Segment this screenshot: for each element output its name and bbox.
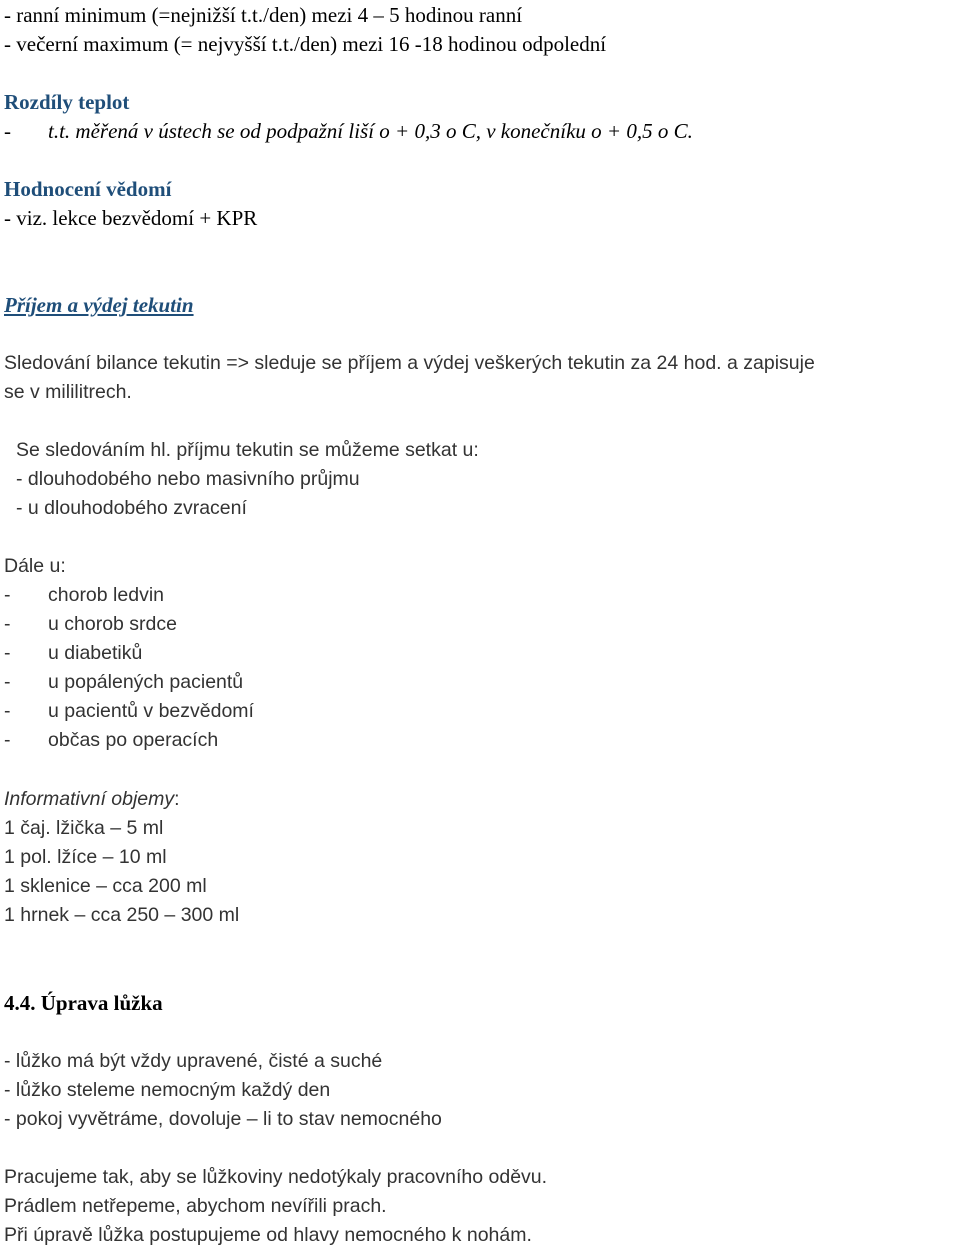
section-heading-rozdily: Rozdíly teplot [4,90,130,114]
objemy-label-colon: : [174,788,180,810]
dale-label: Dále u: [4,555,66,577]
section-heading-vedomi: Hodnocení vědomí [4,177,172,201]
dash: - [4,119,11,143]
section-heading-tekutiny: Příjem a výdej tekutin [4,293,194,317]
objemy-label-text: Informativní objemy [4,788,175,810]
rozdily-item-text: t.t. měřená v ústech se od podpažní liší o + 0,3 o C, v konečníku o + 0,5 o C. [48,119,693,143]
tekutiny-paragraph-line-2: se v mililitrech. [4,381,132,403]
tekutiny-paragraph-line-1: Sledování bilance tekutin => sleduje se příjem a výdej veškerých tekutin za 24 hod. a zapisuje [4,352,815,374]
tekutiny-sub-item-2: - u dlouhodobého zvracení [16,497,247,519]
section-heading-uprava: 4.4. Úprava lůžka [4,991,163,1015]
list-item-text: chorob ledvin [48,584,164,606]
objemy-item-2: 1 pol. lžíce – 10 ml [4,846,167,868]
objemy-item-3: 1 sklenice – cca 200 ml [4,875,207,897]
tekutiny-sub-intro: Se sledováním hl. příjmu tekutin se můžeme setkat u: [16,439,479,461]
uprava-item-2: - lůžko steleme nemocným každý den [4,1079,331,1101]
list-item: - u pacientů v bezvědomí [4,700,254,722]
uprava-closing-3: Při úpravě lůžka postupujeme od hlavy nemocného k nohám. [4,1224,532,1246]
tekutiny-sub-item-1: - dlouhodobého nebo masivního průjmu [16,468,360,490]
list-item-text: u pacientů v bezvědomí [48,700,254,722]
list-item: - chorob ledvin [4,584,164,606]
objemy-label [4,786,180,812]
intro-line-2: - večerní maximum (= nejvyšší t.t./den) mezi 16 -18 hodinou odpolední [4,32,607,56]
list-item: - u diabetiků [4,642,143,664]
uprava-item-1: - lůžko má být vždy upravené, čisté a suché [4,1050,383,1072]
rozdily-item [4,118,693,144]
list-item-text: u chorob srdce [48,613,177,635]
list-item: - u chorob srdce [4,613,177,635]
uprava-closing-2: Prádlem netřepeme, abychom nevířili prach. [4,1195,387,1217]
list-item: - občas po operacích [4,729,219,751]
intro-line-1: - ranní minimum (=nejnižší t.t./den) mezi 4 – 5 hodinou ranní [4,3,523,27]
uprava-item-3: - pokoj vyvětráme, dovoluje – li to stav nemocného [4,1108,442,1130]
list-item: - u popálených pacientů [4,671,244,693]
objemy-item-1: 1 čaj. lžička – 5 ml [4,817,164,839]
objemy-item-4: 1 hrnek – cca 250 – 300 ml [4,904,240,926]
uprava-closing-1: Pracujeme tak, aby se lůžkoviny nedotýkaly pracovního oděvu. [4,1166,548,1188]
vedomi-item: - viz. lekce bezvědomí + KPR [4,206,258,230]
list-item-text: u popálených pacientů [48,671,244,693]
list-item-text: občas po operacích [48,729,219,751]
list-item-text: u diabetiků [48,642,143,664]
